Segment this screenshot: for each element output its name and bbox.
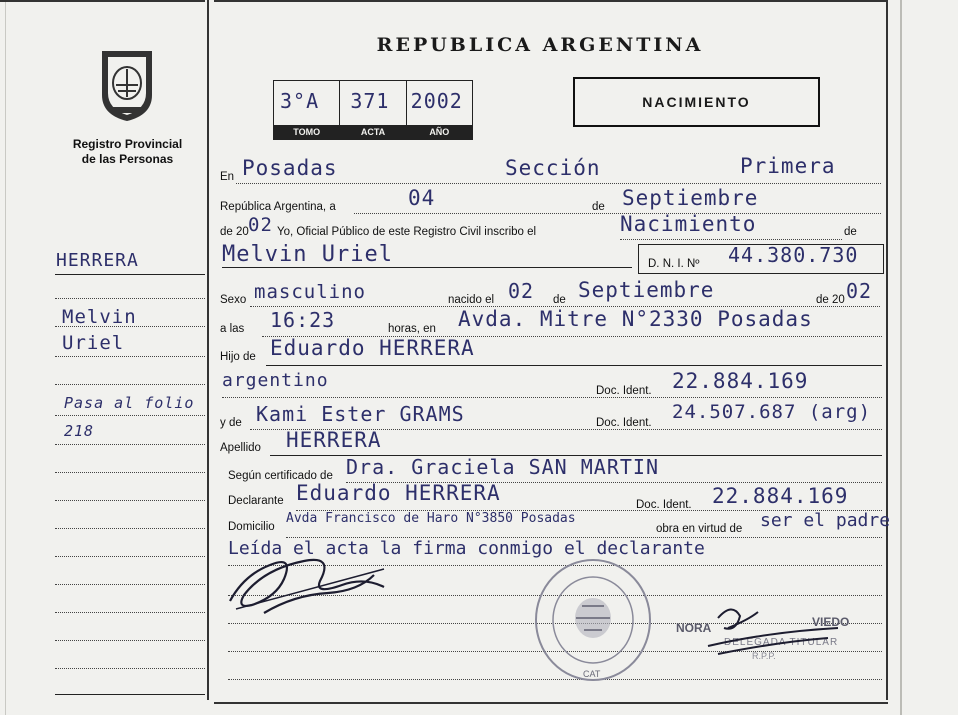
label-doc-declarante: Doc. Ident. (636, 499, 692, 511)
margin-note-2: 218 (64, 422, 95, 440)
label-de: de (592, 201, 605, 213)
label-doc-madre: Doc. Ident. (596, 417, 652, 429)
officer-unit: R.P.P. (752, 651, 776, 661)
seccion-value: Primera (740, 154, 836, 178)
lugar-nac-value: Avda. Mitre N°2330 Posadas (458, 307, 813, 331)
stamp-center-text: CAT (583, 669, 601, 679)
declarant-signature (224, 535, 394, 617)
anio-value: 2002 (410, 89, 463, 113)
dia-value: 04 (408, 186, 436, 210)
margin-surname-line (55, 274, 205, 275)
mes-value: Septiembre (622, 186, 759, 210)
bottom-rule (214, 702, 888, 704)
nac-dia-value: 02 (508, 279, 535, 303)
margin-divider (207, 0, 209, 700)
margin-surname: HERRERA (56, 250, 139, 271)
acta-cell (340, 81, 406, 139)
tomo-value: 3°A (280, 89, 320, 113)
label-hijo-de: Hijo de (220, 351, 256, 363)
acta-label: ACTA (340, 125, 405, 139)
nac-mes-value: Septiembre (578, 278, 715, 302)
label-doc-padre: Doc. Ident. (596, 385, 652, 397)
label-de-3: de (553, 294, 566, 306)
label-domicilio: Domicilio (228, 521, 275, 533)
label-y-de: y de (220, 417, 242, 429)
acta-value: 371 (350, 89, 390, 113)
provincial-seal-icon (94, 45, 160, 123)
official-stamp (532, 556, 654, 684)
record-type-box: NACIMIENTO (573, 77, 820, 127)
label-republica: República Argentina, a (220, 201, 336, 213)
label-nacido: nacido el (448, 294, 495, 306)
officer-name: NORA (676, 621, 712, 635)
label-declarante: Declarante (228, 495, 284, 507)
label-dni: D. N. I. Nº (648, 258, 700, 270)
label-horas-en: horas, en (388, 323, 436, 335)
hora-value: 16:23 (270, 308, 336, 332)
nacionalidad-value: argentino (222, 370, 329, 391)
certificado-value: Dra. Graciela SAN MARTIN (346, 455, 659, 479)
label-yo-oficial: Yo, Oficial Público de este Registro Civil inscribo el (277, 226, 537, 238)
label-obra-virtud: obra en virtud de (656, 523, 743, 535)
registry-name-2: de las Personas (81, 152, 174, 166)
top-rule-right (214, 0, 887, 2)
virtud-value: ser el padre (760, 510, 891, 531)
margin-name-2: Uriel (62, 332, 125, 354)
officer-surname: VIEDO (812, 615, 850, 629)
label-de-20: de 20 (220, 226, 249, 238)
madre-doc-value: 24.507.687 (arg) (672, 401, 872, 423)
madre-value: Kami Ester GRAMS (256, 402, 465, 426)
anio-cell (407, 81, 472, 139)
label-apellido: Apellido (220, 442, 261, 454)
officer-signature (688, 598, 848, 664)
nac-anio-value: 02 (846, 279, 873, 303)
record-box (273, 80, 473, 140)
domicilio-value: Avda Francisco de Haro N°3850 Posadas (286, 511, 576, 526)
sexo-value: masculino (254, 281, 366, 303)
padre-doc-value: 22.884.169 (672, 369, 809, 393)
declarante-value: Eduardo HERRERA (296, 481, 501, 505)
right-border (886, 0, 888, 700)
nombre-value: Melvin Uriel (222, 242, 393, 267)
padre-value: Eduardo HERRERA (270, 336, 475, 360)
anio-label: AÑO (407, 125, 472, 139)
declarante-doc-value: 22.884.169 (712, 484, 849, 508)
tomo-cell (274, 81, 340, 139)
label-en: En (220, 171, 235, 183)
margin-note-1: Pasa al folio (64, 394, 195, 412)
country-heading: REPUBLICA ARGENTINA (376, 34, 704, 56)
officer-title: DELEGADA TITULAR (724, 637, 839, 648)
seccion-word: Sección (505, 156, 601, 180)
label-segun-certificado: Según certificado de (228, 470, 333, 482)
apellido-value: HERRERA (286, 428, 382, 452)
lugar-value: Posadas (242, 156, 338, 180)
tomo-label: TOMO (274, 125, 339, 139)
margin-name-1: Melvin (62, 306, 137, 328)
leida-value: Leída el acta la firma conmigo el declarante (228, 538, 705, 559)
tipo-value: Nacimiento (620, 212, 757, 236)
dni-value: 44.380.730 (728, 243, 859, 267)
anio-corto-value: 02 (248, 214, 273, 236)
label-de-20b: de 20 (816, 294, 845, 306)
label-sexo: Sexo (220, 294, 247, 306)
top-rule-left (0, 0, 205, 2)
label-de-2: de (844, 226, 857, 238)
label-a-las: a las (220, 323, 245, 335)
registry-name: Registro Provincial (72, 137, 183, 151)
